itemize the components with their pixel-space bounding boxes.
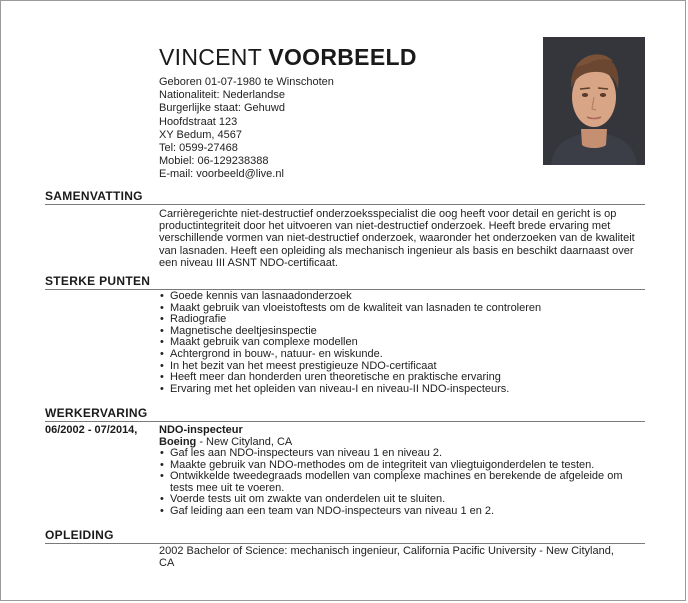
experience-list (159, 448, 644, 518)
first-name: VINCENT (159, 44, 262, 70)
list-item: • Goede kennis van lasnaadonderzoek (159, 291, 644, 303)
education-heading: OPLEIDING (45, 528, 114, 542)
list-item: • Achtergrond in bouw-, natuur- en wiskunde. (159, 349, 644, 361)
education-text: 2002 Bachelor of Science: mechanisch ingenieur, California Pacific University - New Cityland, CA (159, 545, 614, 570)
contact-line: Nationaliteit: Nederlandse (159, 89, 285, 102)
company-name: Boeing (159, 436, 197, 448)
profile-photo (543, 37, 645, 165)
contact-line: XY Bedum, 4567 (159, 128, 242, 141)
contact-details (159, 76, 334, 182)
section-divider (45, 204, 645, 205)
company-location: - New Cityland, CA (196, 436, 293, 448)
job-title: NDO-inspecteur (159, 424, 243, 436)
candidate-name (159, 44, 417, 71)
list-item: • Ervaring met het opleiden van niveau-I en niveau-II NDO-inspecteurs. (159, 384, 644, 396)
section-divider (45, 543, 645, 544)
experience-heading: WERKERVARING (45, 406, 148, 420)
list-item: • Magnetische deeltjesinspectie (159, 326, 644, 338)
contact-line: Geboren 01-07-1980 te Winschoten (159, 76, 334, 88)
list-item: • Maakte gebruik van NDO-methodes om de integriteit van vliegtuigonderdelen te testen. (159, 460, 644, 472)
list-item: • Ontwikkelde tweedegraads modellen van complexe machines en berekende de afgeleide om tests mee uit te voeren. (159, 471, 644, 494)
summary-text: Carrièregerichte niet-destructief onderzoeksspecialist die oog heeft voor detail en gericht is op productintegriteit door het uitvoeren van niet-destructief onderzoek. Heeft brede ervaring met verschillende vormen van niet-destructief onderzoek, waaronder het onderzoeken van de kwaliteit van lasnaden. Heeft een opleiding als mechanisch ingenieur als basis en beschikt daarnaast over een niveau III ASNT NDO-certificaat. (159, 208, 635, 269)
list-item: • Voerde tests uit om zwakte van onderdelen uit te sluiten. (159, 494, 644, 506)
list-item: • Gaf les aan NDO-inspecteurs van niveau 1 en niveau 2. (159, 448, 644, 460)
contact-line: Tel: 0599-27468 (159, 142, 238, 155)
contact-line: Hoofdstraat 123 (159, 115, 238, 128)
strengths-heading: STERKE PUNTEN (45, 274, 151, 288)
list-item: • In het bezit van het meest prestigieuze NDO-certificaat (159, 361, 644, 373)
list-item: • Gaf leiding aan een team van NDO-inspecteurs van niveau 1 en 2. (159, 506, 644, 518)
job-date: 06/2002 - 07/2014, (45, 424, 138, 436)
strengths-list (159, 291, 644, 395)
summary-heading: SAMENVATTING (45, 189, 143, 203)
list-item: • Maakt gebruik van vloeistoftests om de kwaliteit van lasnaden te controleren (159, 303, 644, 315)
portrait-image (543, 37, 645, 165)
contact-line: Burgerlijke staat: Gehuwd (159, 102, 285, 115)
list-item: • Heeft meer dan honderden uren theoretische en praktische ervaring (159, 372, 644, 384)
list-item: • Radiografie (159, 314, 644, 326)
contact-line: E-mail: voorbeeld@live.nl (159, 168, 284, 181)
last-name: VOORBEELD (268, 44, 417, 70)
list-item: • Maakt gebruik van complexe modellen (159, 337, 644, 349)
section-divider (45, 421, 645, 422)
contact-line: Mobiel: 06-129238388 (159, 155, 269, 168)
